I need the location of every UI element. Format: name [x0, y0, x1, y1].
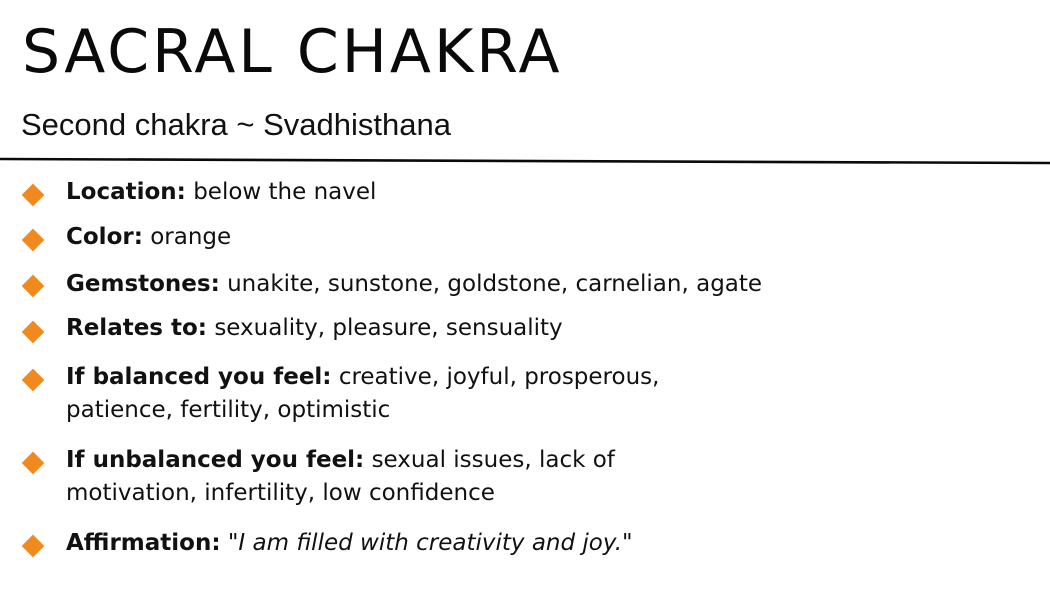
info-item-text — [66, 268, 762, 301]
info-value: sexual issues, lack of — [371, 447, 615, 473]
info-value-continued: patience, fertility, optimistic — [66, 397, 391, 423]
info-value: below the navel — [193, 179, 377, 205]
info-item-text — [66, 444, 615, 510]
info-value: sexuality, pleasure, sensuality — [214, 315, 563, 341]
info-item-text — [66, 527, 633, 560]
info-item-text — [66, 176, 376, 209]
info-label: Gemstones: — [66, 271, 220, 297]
info-label: Relates to: — [66, 315, 207, 341]
page-subtitle: Second chakra ~ Svadhisthana — [21, 107, 451, 142]
info-value-continued: motivation, infertility, low confidence — [66, 480, 495, 506]
diamond-icon — [22, 184, 45, 207]
info-item-text — [66, 361, 659, 427]
info-label: Affirmation: — [66, 530, 221, 556]
info-value: unakite, sunstone, goldstone, carnelian, agate — [227, 271, 763, 297]
info-value: creative, joyful, prosperous, — [338, 364, 660, 390]
header-divider — [0, 156, 1050, 165]
page-title: SACRAL CHAKRA — [22, 17, 563, 87]
diamond-icon — [22, 229, 45, 252]
info-label: Location: — [66, 179, 186, 205]
diamond-icon — [22, 369, 45, 392]
diamond-icon — [22, 452, 45, 475]
info-label: Color: — [66, 224, 143, 250]
info-item-text — [66, 221, 231, 254]
info-value: orange — [150, 224, 232, 250]
diamond-icon — [22, 535, 45, 558]
info-label: If unbalanced you feel: — [66, 447, 365, 473]
info-item-text — [66, 312, 563, 345]
diamond-icon — [22, 321, 45, 344]
affirmation-quote: "I am filled with creativity and joy." — [227, 530, 633, 556]
info-label: If balanced you feel: — [66, 364, 332, 390]
diamond-icon — [22, 275, 45, 298]
